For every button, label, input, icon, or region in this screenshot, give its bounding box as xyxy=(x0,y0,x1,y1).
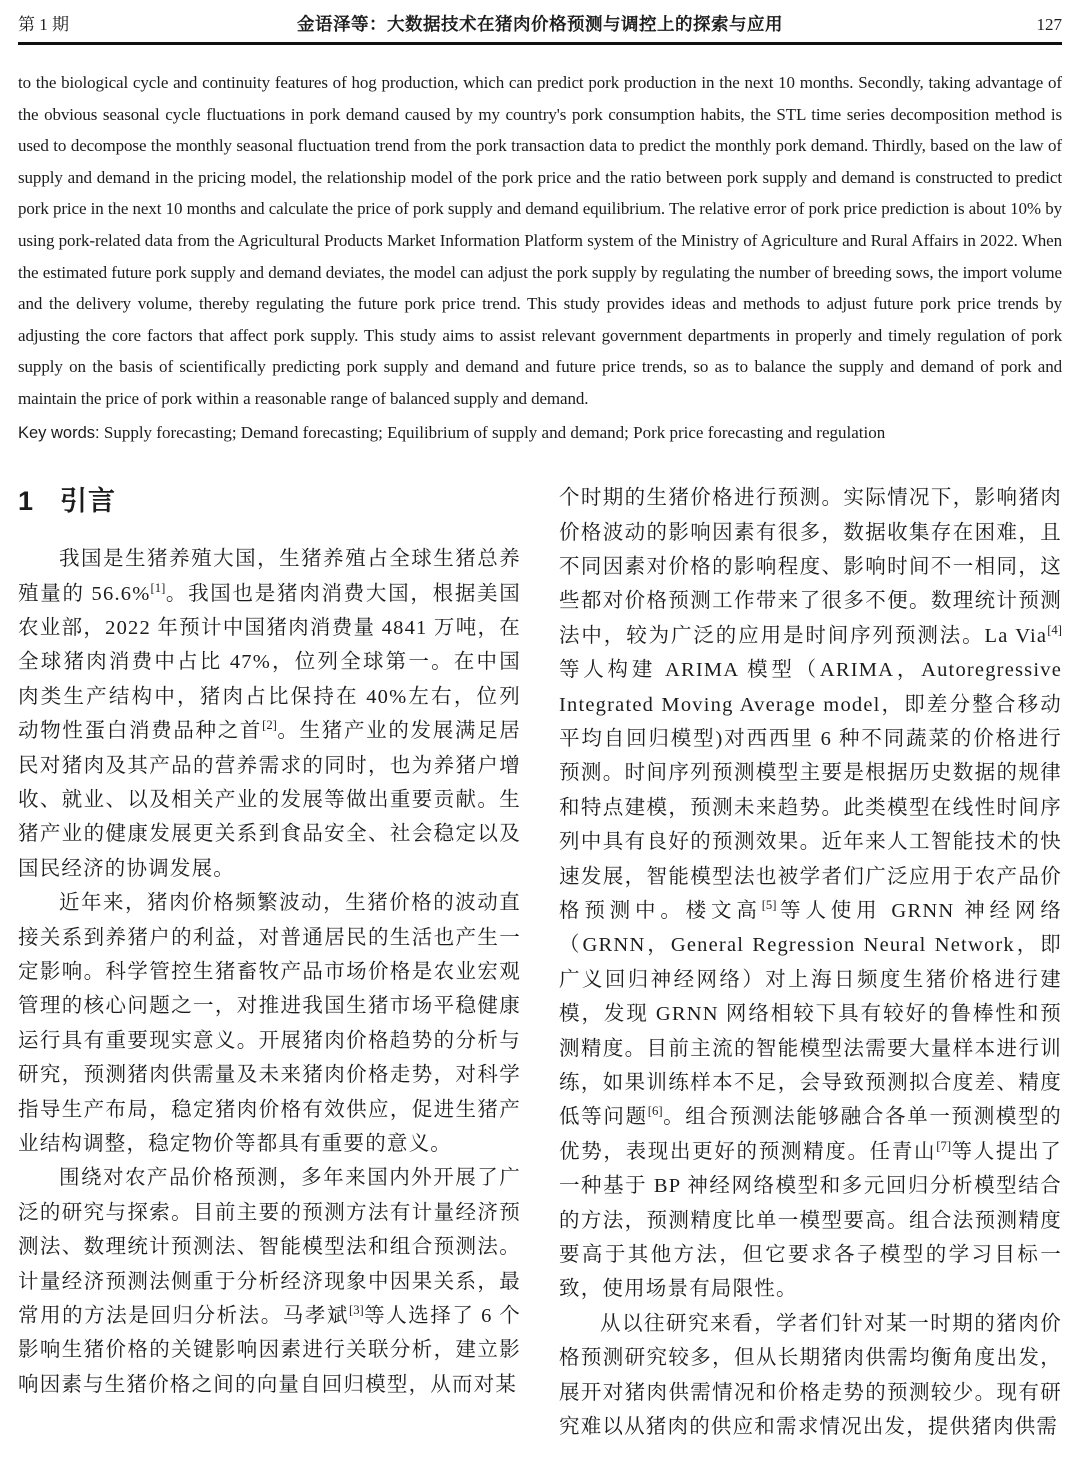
running-head-title: 金语泽等：大数据技术在猪肉价格预测与调控上的探索与应用 xyxy=(297,14,783,34)
intro-paragraph-3: 围绕对农产品价格预测，多年来国内外开展了广泛的研究与探索。目前主要的预测方法有计量经济预测法、数理统计预测法、智能模型法和组合预测法。计量经济预测法侧重于分析经济现象中因果关系，最常用的方法是回归分析法。马孝斌[3]等人选择了 6 个影响生猪价格的关键影响因素进行关联分析，建立影响因素与生猪价格之间的向量自回归模型，从而对某 xyxy=(18,1167,521,1396)
keywords-text: Supply forecasting; Demand forecasting; Equilibrium of supply and demand; Pork price forecasting and regulation xyxy=(99,422,886,442)
english-abstract-continuation: to the biological cycle and continuity features of hog production, which can predict pork production in the next 10 months. Secondly, taking advantage of the obvious seasonal cycle fluctuations in pork demand caused by my country's pork consumption habits, the STL time series decomposition method is used to decompose the monthly seasonal fluctuation trend from the pork transaction data to predict the monthly pork demand. Thirdly, based on the law of supply and demand in the pricing model, the relationship model of the pork price and the ratio between pork supply and demand is constructed to predict pork price in the next 10 months and calculate the price of pork supply and demand equilibrium. The relative error of pork price prediction is about 10% by using pork-related data from the Agricultural Products Market Information Platform system of the Ministry of Agriculture and Rural Affairs in 2022. When the estimated future pork supply and demand deviates, the model can adjust the pork supply by regulating the number of breeding sows, the import volume and the delivery volume, thereby regulating the future pork price trend. This study provides ideas and methods to adjust future pork price trends by adjusting the core factors that affect pork supply. This study aims to assist relevant government departments in properly and timely regulation of pork supply on the basis of scientifically predicting pork supply and demand and future price trends, so as to balance the supply and demand of pork and maintain the price of pork within a reasonable range of balanced supply and demand. xyxy=(18,73,1062,408)
running-head xyxy=(18,10,1062,45)
keywords-line xyxy=(18,417,1062,450)
section-heading xyxy=(18,479,521,518)
right-column xyxy=(559,473,1062,1444)
intro-paragraph-1: 我国是生猪养殖大国，生猪养殖占全球生猪总养殖量的 56.6%[1]。我国也是猪肉消费大国，根据美国农业部，2022 年预计中国猪肉消费量 4841 万吨，在全球猪肉消费中占比 47%，位列全球第一。在中国肉类生产结构中，猪肉占比保持在 40%左右，位列动物性蛋白消费品种之首[2]。生猪产业的发展满足居民对猪肉及其产品的营养需求的同时，也为养猪户增收、就业、以及相关产业的发展等做出重要贡献。生猪产业的健康发展更关系到食品安全、社会稳定以及国民经济的协调发展。 xyxy=(18,548,521,880)
left-column xyxy=(18,473,521,1444)
two-column-body xyxy=(18,473,1062,1444)
section-number: 1 xyxy=(18,486,35,517)
journal-issue: 第 1 期 xyxy=(18,15,69,34)
section-title: 引言 xyxy=(60,486,117,517)
intro-paragraph-2: 近年来，猪肉价格频繁波动，生猪价格的波动直接关系到养猪户的利益，对普通居民的生活也产生一定影响。科学管控生猪畜牧产品市场价格是农业宏观管理的核心问题之一，对推进我国生猪市场平稳健康运行具有重要现实意义。开展猪肉价格趋势的分析与研究，预测猪肉供需量及未来猪肉价格走势，对科学指导生产布局，稳定猪肉价格有效供应，促进生猪产业结构调整，稳定物价等都具有重要的意义。 xyxy=(18,892,521,1156)
page-number: 127 xyxy=(1036,15,1062,34)
intro-paragraph-3-continued: 个时期的生猪价格进行预测。实际情况下，影响猪肉价格波动的影响因素有很多，数据收集存在困难，且不同因素对价格的影响程度、影响时间不一相同，这些都对价格预测工作带来了很多不便。数理统计预测法中，较为广泛的应用是时间序列预测法。La Via[4]等人构建 ARIMA 模型（ARIMA，Autoregressive Integrated Moving Average model，即差分整合移动平均自回归模型)对西西里 6 种不同蔬菜的价格进行预测。时间序列预测模型主要是根据历史数据的规律和特点建模，预测未来趋势。此类模型在线性时间序列中具有良好的预测效果。近年来人工智能技术的快速发展，智能模型法也被学者们广泛应用于农产品价格预测中。楼文高[5]等人使用 GRNN 神经网络（GRNN，General Regression Neural Network，即广义回归神经网络）对上海日频度生猪价格进行建模，发现 GRNN 网络相较下具有较好的鲁棒性和预测精度。目前主流的智能模型法需要大量样本进行训练，如果训练样本不足，会导致预测拟合度差、精度低等问题[6]。组合预测法能够融合各单一预测模型的优势，表现出更好的预测精度。任青山[7]等人提出了一种基于 BP 神经网络模型和多元回归分析模型结合的方法，预测精度比单一模型要高。组合法预测精度要高于其他方法，但它要求各子模型的学习目标一致，使用场景有局限性。 xyxy=(559,487,1062,1301)
intro-paragraph-4: 从以往研究来看，学者们针对某一时期的猪肉价格预测研究较多，但从长期猪肉供需均衡角度出发，展开对猪肉供需情况和价格走势的预测较少。现有研究难以从猪肉的供应和需求情况出发，提供猪肉供需 xyxy=(559,1312,1062,1439)
keywords-label: Key words: xyxy=(18,423,100,442)
